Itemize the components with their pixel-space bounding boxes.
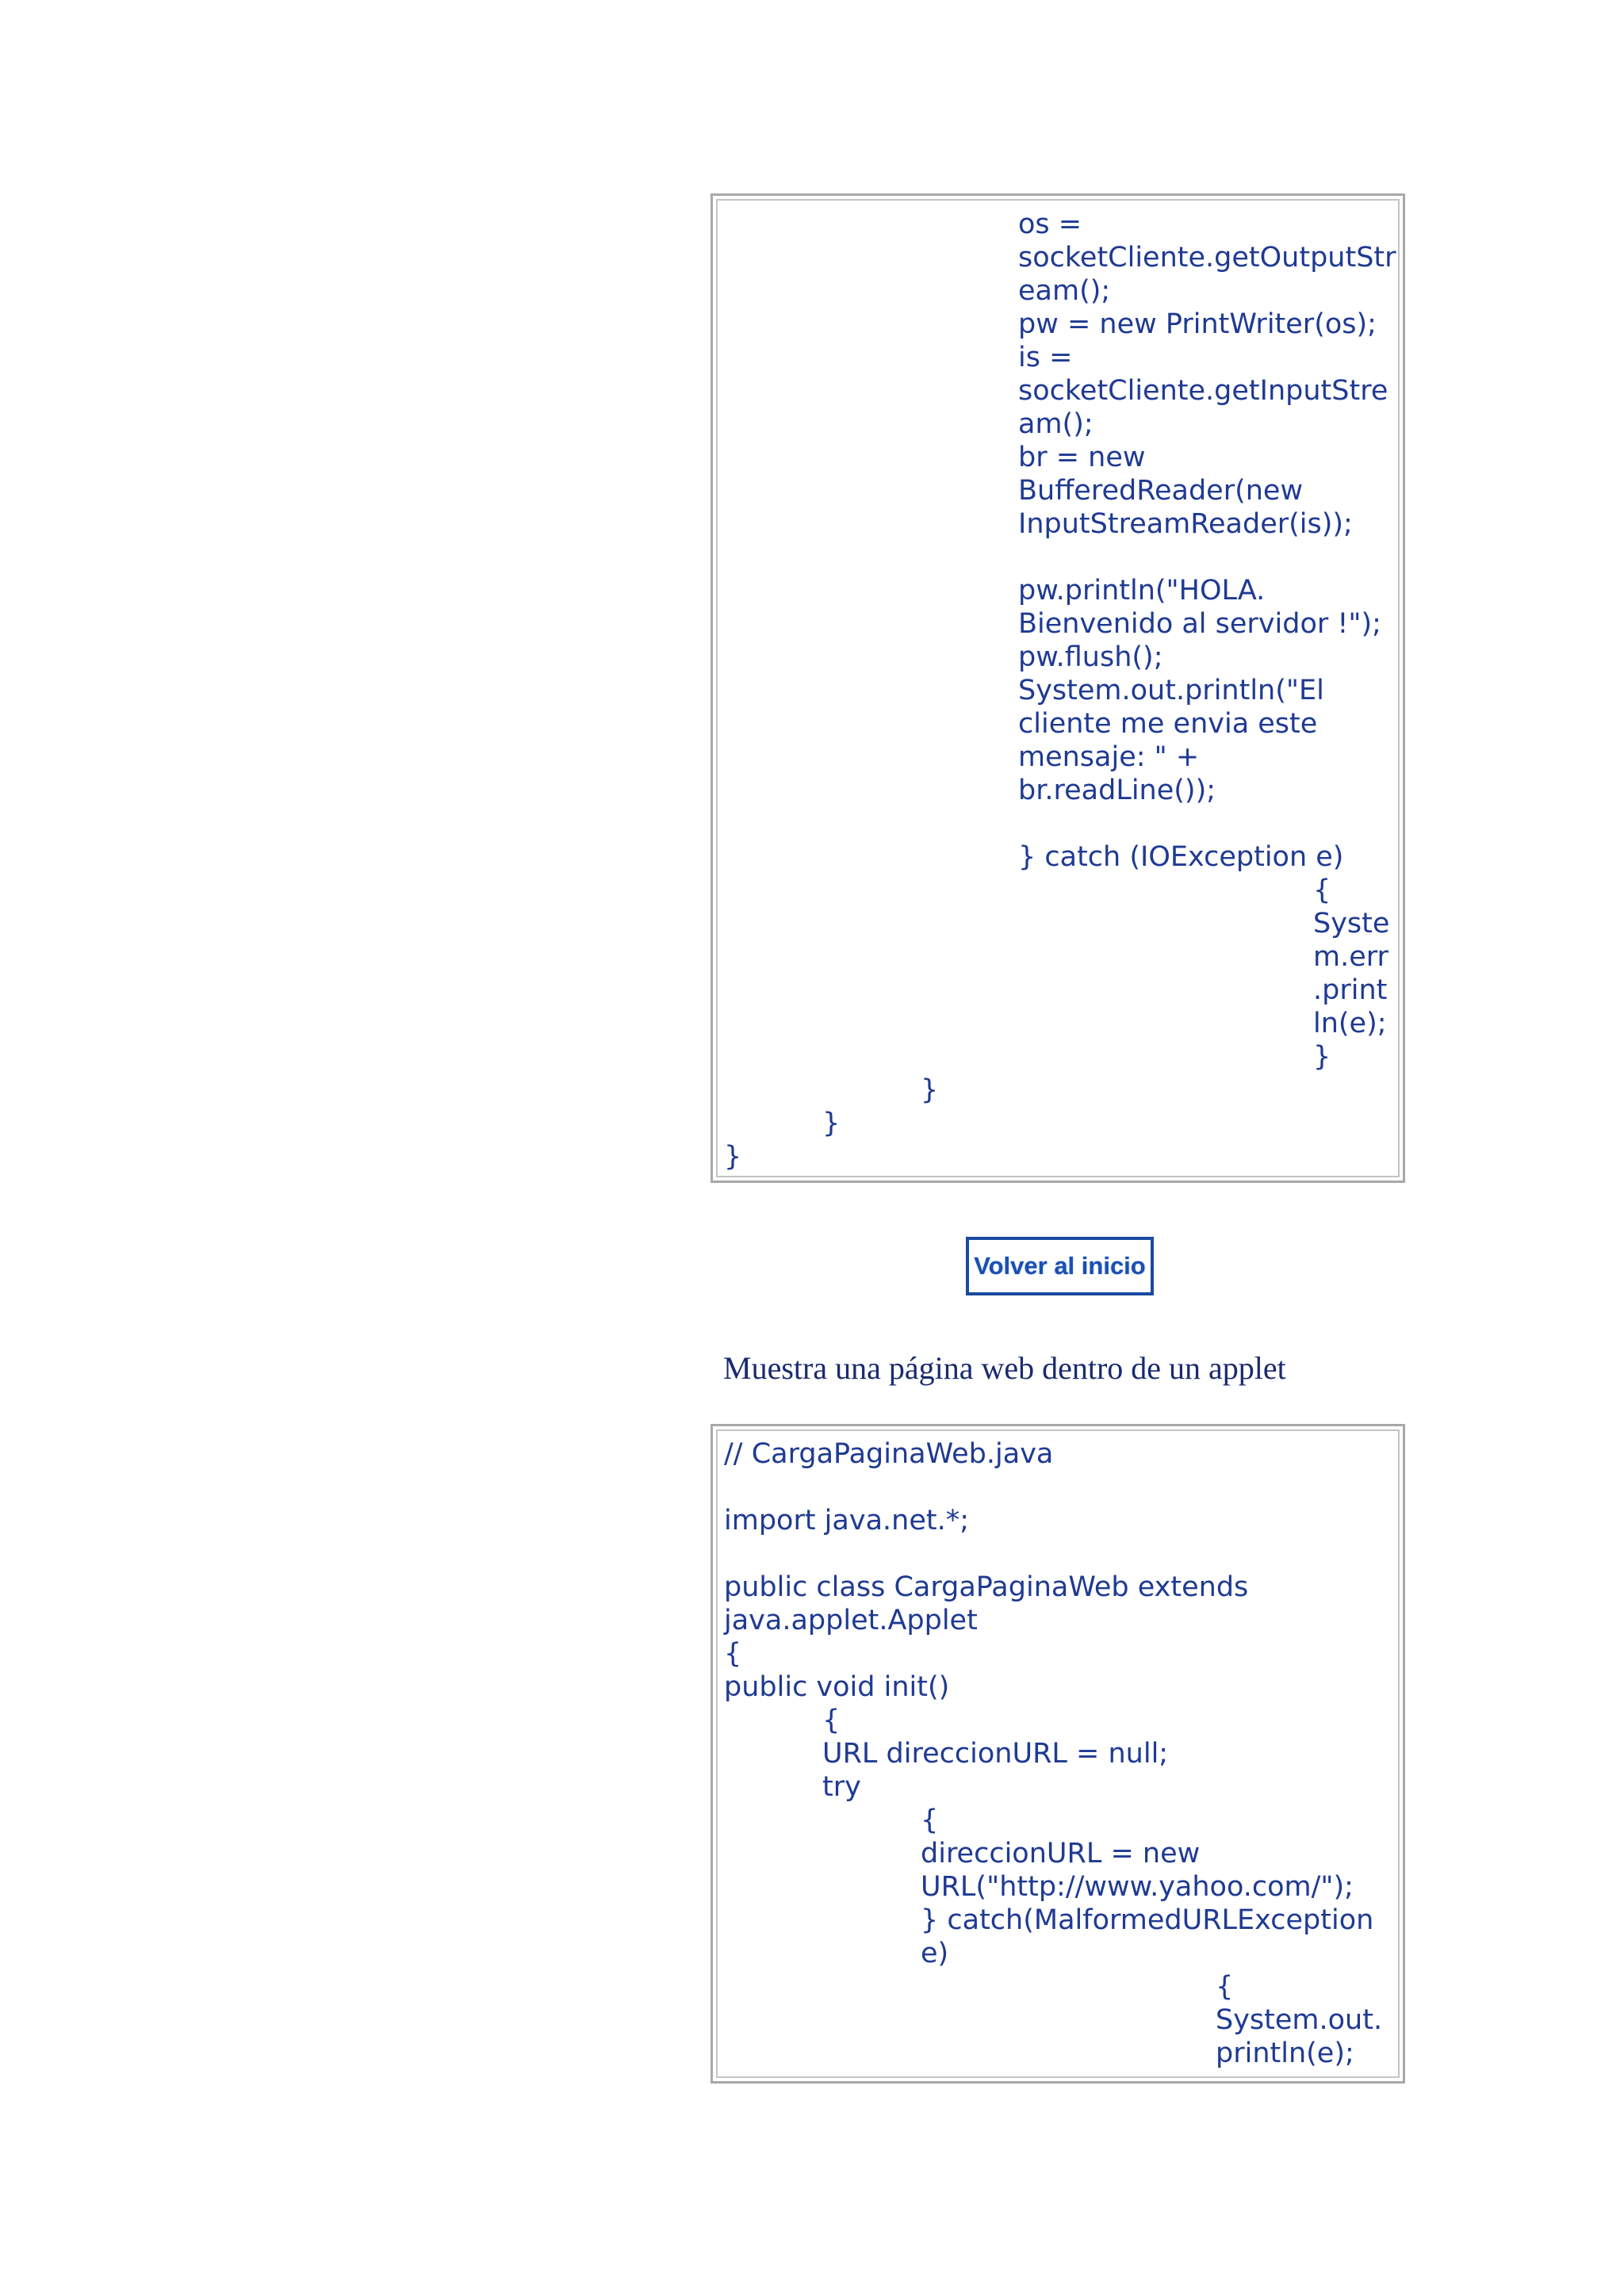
code-line: { — [1216, 1971, 1234, 2003]
code-line: { — [1313, 874, 1331, 906]
code-line: is = — [1018, 342, 1073, 373]
back-to-start-label: Volver al inicio — [974, 1252, 1146, 1280]
code-line: import java.net.*; — [724, 1505, 970, 1536]
code-block-inner — [713, 1426, 1403, 2081]
code-block-applet-web-page — [710, 1424, 1405, 2084]
code-line: System.out. — [1216, 2004, 1383, 2036]
code-line: m.err — [1313, 941, 1388, 973]
code-line: eam(); — [1018, 275, 1111, 307]
back-to-start-button[interactable] — [966, 1237, 1154, 1295]
code-line: public void init() — [724, 1671, 950, 1703]
section-heading: Muestra una página web dentro de un applet — [723, 1350, 1286, 1386]
code-line: } — [1313, 1041, 1331, 1073]
code-line: { — [822, 1705, 841, 1736]
code-line: } catch(MalformedURLException — [921, 1904, 1374, 1936]
code-line: pw.flush(); — [1018, 641, 1163, 673]
code-line: } catch (IOException e) — [1018, 841, 1344, 873]
code-line: println(e); — [1216, 2038, 1354, 2069]
code-line: // CargaPaginaWeb.java — [724, 1438, 1054, 1470]
code-line: socketCliente.getInputStre — [1018, 375, 1388, 407]
code-line: } — [921, 1074, 939, 1106]
code-line: .print — [1313, 974, 1388, 1006]
code-line: e) — [921, 1938, 949, 1969]
code-line: mensaje: " + — [1018, 741, 1200, 773]
code-line: am(); — [1018, 408, 1094, 440]
code-line: URL("http://www.yahoo.com/"); — [921, 1871, 1354, 1903]
code-line: { — [724, 1638, 742, 1670]
code-line: br = new — [1018, 442, 1146, 473]
code-line: os = — [1018, 209, 1082, 240]
code-block-inner — [713, 196, 1403, 1181]
code-block-socket-server — [710, 193, 1405, 1183]
code-line: } — [724, 1141, 742, 1173]
code-line: java.applet.Applet — [724, 1605, 978, 1636]
code-line: pw.println("HOLA. — [1018, 575, 1266, 607]
code-line: URL direccionURL = null; — [822, 1738, 1169, 1770]
code-line: BufferedReader(new — [1018, 475, 1304, 507]
code-line: public class CargaPaginaWeb extends — [724, 1571, 1249, 1603]
code-line: } — [822, 1108, 841, 1139]
code-line: socketCliente.getOutputStr — [1018, 242, 1396, 274]
code-line: pw = new PrintWriter(os); — [1018, 308, 1377, 340]
code-line: System.out.println("El — [1018, 675, 1324, 706]
code-line: direccionURL = new — [921, 1838, 1201, 1869]
code-line: ln(e); — [1313, 1008, 1387, 1039]
code-line: Bienvenido al servidor !"); — [1018, 608, 1381, 640]
code-line: { — [921, 1804, 939, 1836]
code-line: Syste — [1313, 908, 1390, 939]
code-line: try — [822, 1771, 861, 1803]
code-line: InputStreamReader(is)); — [1018, 508, 1353, 540]
code-line: br.readLine()); — [1018, 775, 1216, 806]
code-line: cliente me envia este — [1018, 708, 1318, 740]
